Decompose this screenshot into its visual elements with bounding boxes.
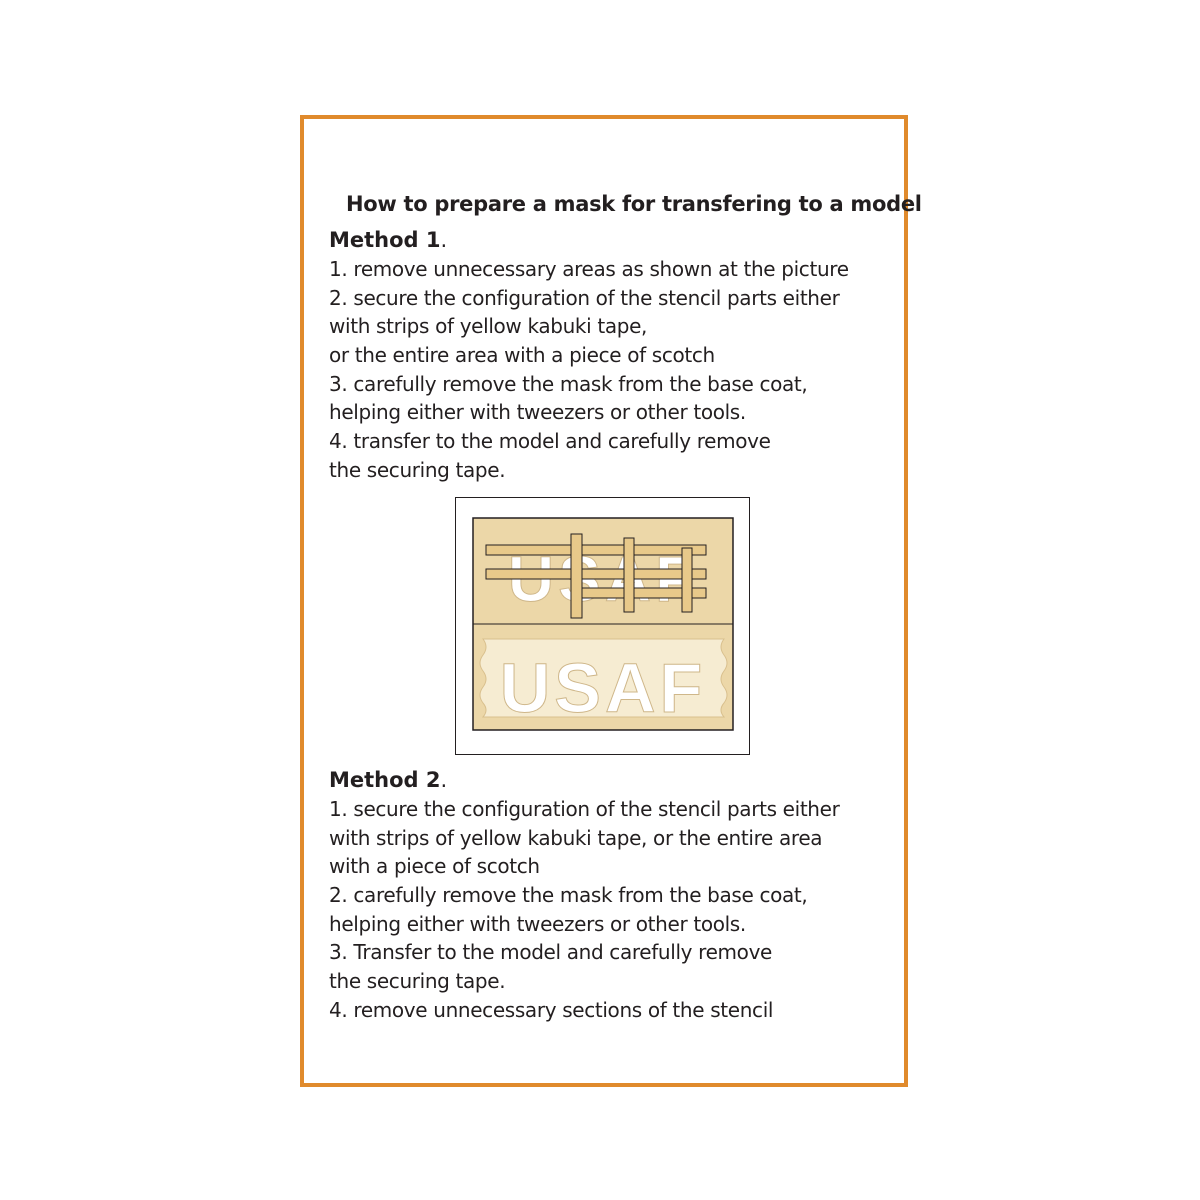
method-2-step-line: 1. secure the configuration of the stencil parts either — [329, 797, 840, 821]
method-1-heading-label: Method 1 — [329, 228, 441, 252]
method-1-section — [329, 225, 889, 485]
method-2-section — [329, 765, 889, 1025]
kabuki-tape-strip-vertical — [571, 534, 582, 618]
method-1-step-line: or the entire area with a piece of scotch — [329, 343, 715, 368]
method-2-heading-suffix: . — [440, 768, 448, 792]
method-1-heading-suffix: . — [440, 228, 448, 252]
method-2-step-line: 2. carefully remove the mask from the base coat, — [329, 883, 808, 908]
kabuki-tape-strip-vertical — [624, 538, 634, 612]
method-2-heading — [329, 765, 889, 795]
method-2-step-line: helping either with tweezers or other tools. — [329, 911, 746, 936]
kabuki-tape-strip-horizontal — [486, 569, 706, 579]
method-1-heading — [329, 225, 889, 255]
method-2-step-line: 3. Transfer to the model and carefully remove — [329, 940, 773, 965]
method-1-step-line: with strips of yellow kabuki tape, — [329, 314, 648, 339]
method-2-step-line: the securing tape. — [329, 969, 506, 994]
method-2-step-line: with strips of yellow kabuki tape, or the entire area — [329, 825, 823, 850]
kabuki-tape-strip-vertical — [682, 548, 692, 612]
method-1-step-line: 1. remove unnecessary areas as shown at the picture — [329, 257, 849, 281]
method-2-step-line: with a piece of scotch — [329, 854, 540, 879]
method-1-step-line: 2. secure the configuration of the stencil parts either — [329, 285, 840, 310]
method-2-heading-label: Method 2 — [329, 768, 441, 792]
method-1-step-line: the securing tape. — [329, 457, 506, 482]
kabuki-tape-strip-horizontal — [486, 545, 706, 555]
method-1-step-line: helping either with tweezers or other tools. — [329, 400, 746, 425]
stencil-illustration — [455, 497, 750, 755]
page-title: How to prepare a mask for transfering to a model — [346, 192, 922, 216]
stencil-illustration-svg — [456, 498, 748, 753]
method-2-step-line: 4. remove unnecessary sections of the stencil — [329, 997, 774, 1022]
method-1-step-line: 4. transfer to the model and carefully remove — [329, 429, 771, 454]
bottom-stencil-letters: USAF — [499, 649, 707, 727]
method-1-step-line: 3. carefully remove the mask from the base coat, — [329, 371, 808, 396]
instruction-card — [300, 115, 922, 1087]
